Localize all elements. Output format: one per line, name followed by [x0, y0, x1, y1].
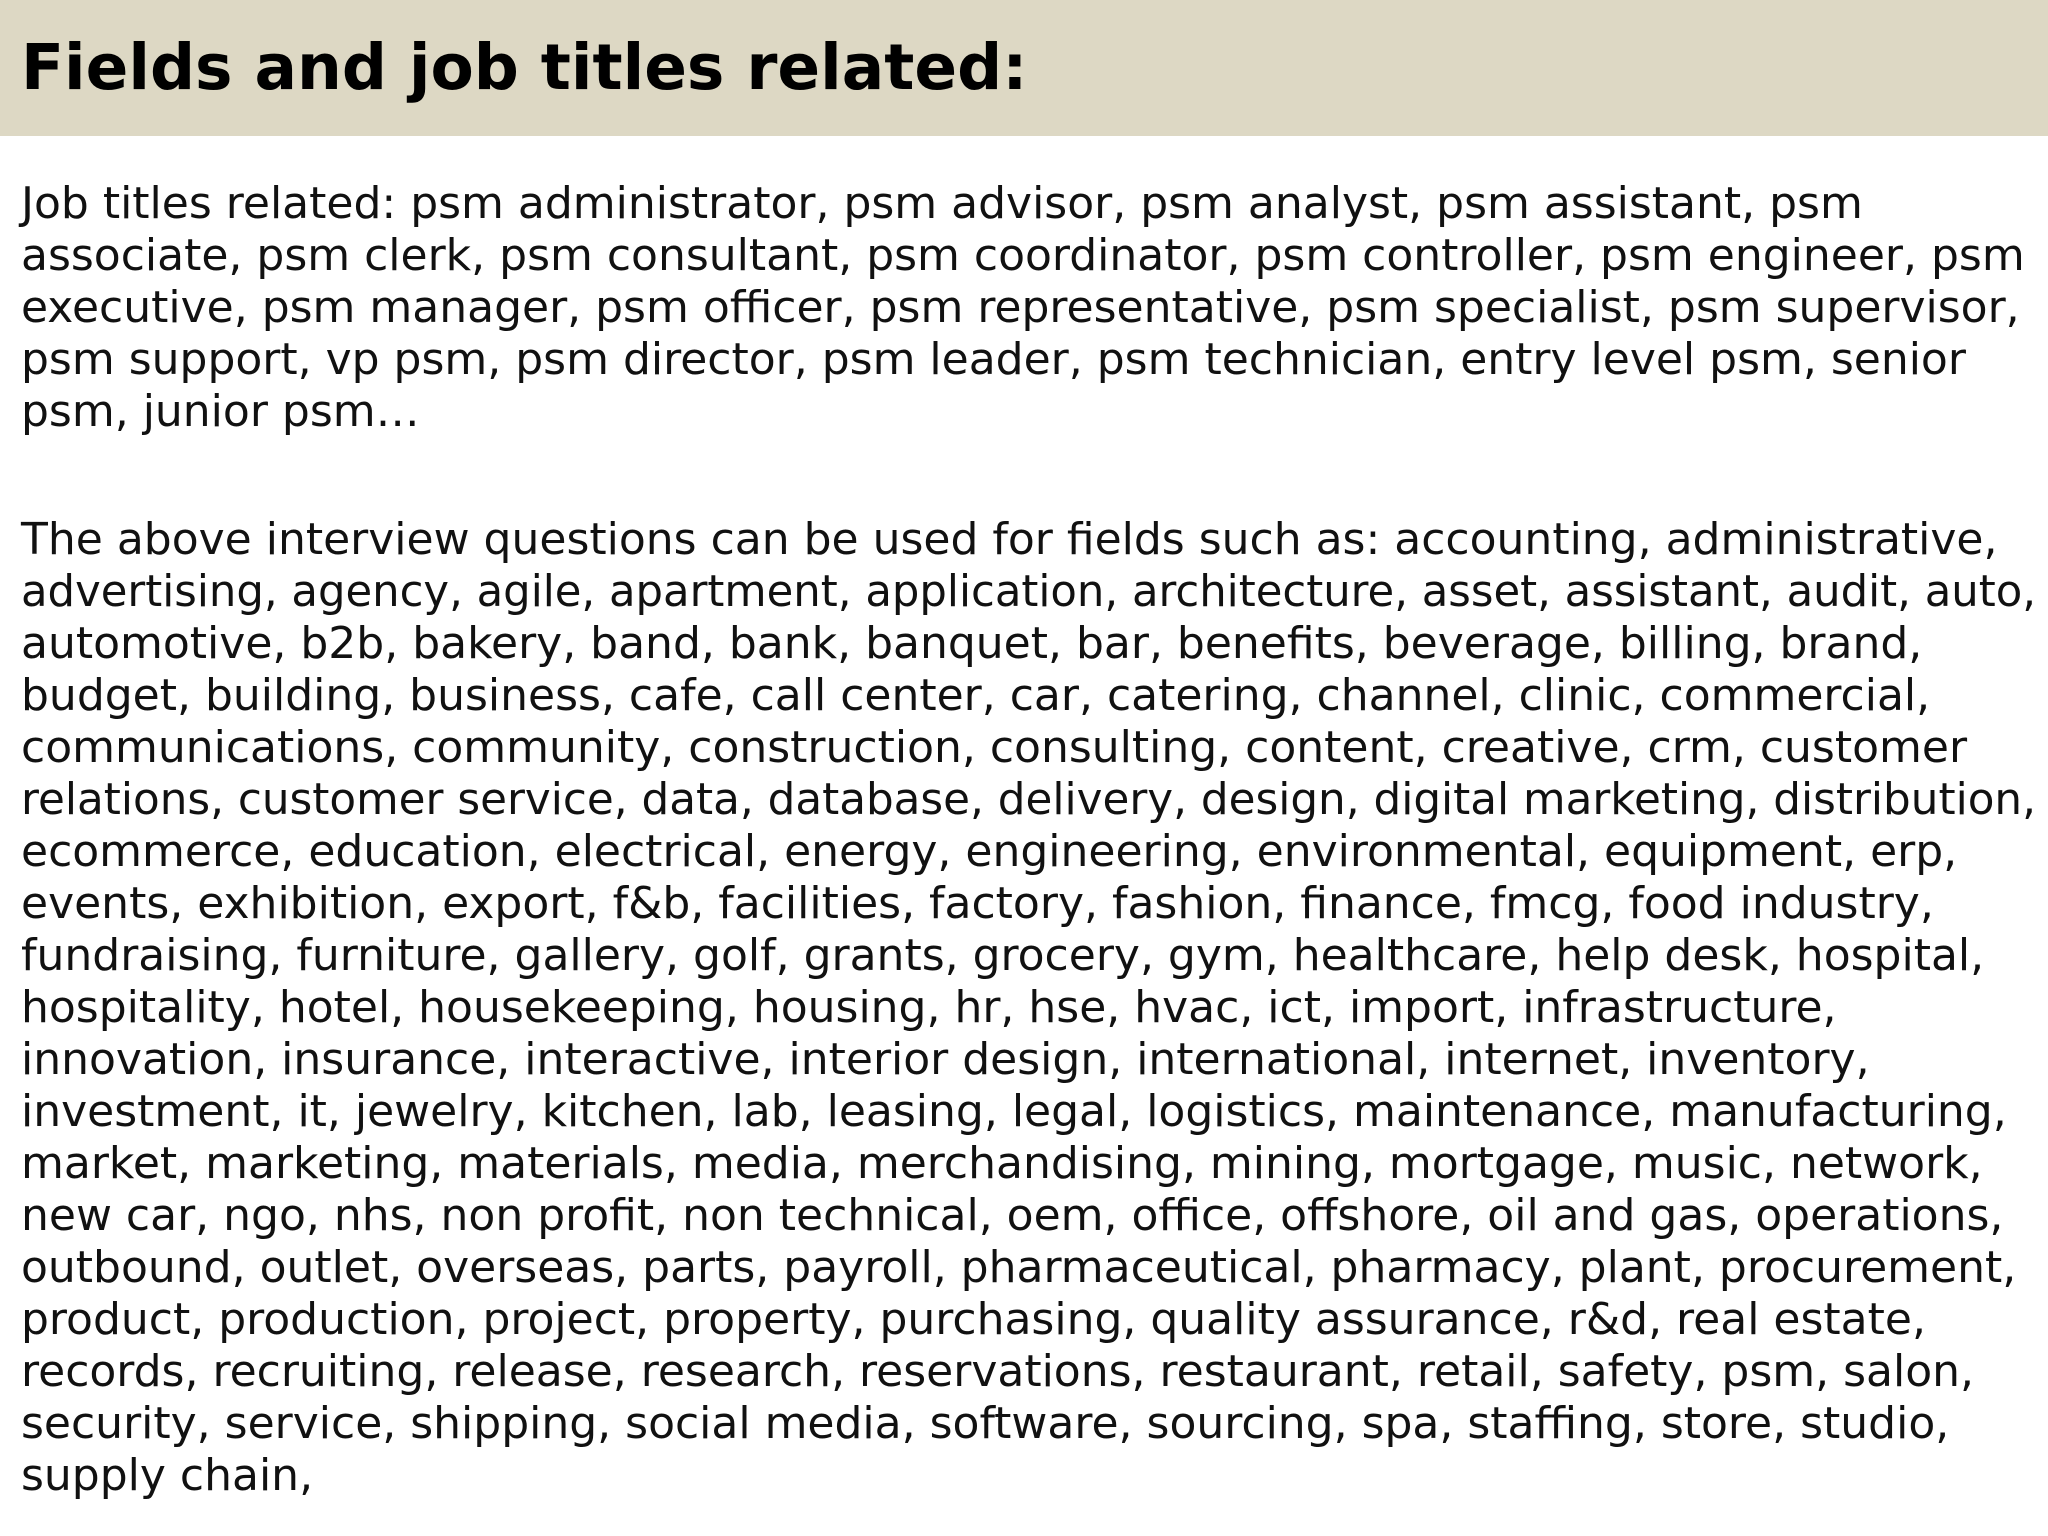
- text-line: new car, ngo, nhs, non profit, non technical, oem, office, offshore, oil and gas, operations,: [21, 1190, 2004, 1241]
- text-line: hospitality, hotel, housekeeping, housing, hr, hse, hvac, ict, import, infrastructure,: [21, 982, 1837, 1033]
- text-line: outbound, outlet, overseas, parts, payroll, pharmaceutical, pharmacy, plant, procurement,: [21, 1242, 2017, 1293]
- text-line: supply chain,: [21, 1450, 314, 1501]
- text-line: psm support, vp psm, psm director, psm leader, psm technician, entry level psm, senior: [21, 334, 1966, 385]
- text-line: communications, community, construction, consulting, content, creative, crm, customer: [21, 722, 1968, 773]
- text-line: automotive, b2b, bakery, band, bank, banquet, bar, benefits, beverage, billing, brand,: [21, 618, 1923, 669]
- text-line: ecommerce, education, electrical, energy, engineering, environmental, equipment, erp,: [21, 826, 1958, 877]
- text-line: fundraising, furniture, gallery, golf, grants, grocery, gym, healthcare, help desk, hospital,: [21, 930, 1985, 981]
- text-line: Job titles related: psm administrator, psm advisor, psm analyst, psm assistant, psm: [21, 178, 1863, 229]
- text-line: records, recruiting, release, research, reservations, restaurant, retail, safety, psm, salon,: [21, 1346, 1975, 1397]
- text-line: psm, junior psm…: [21, 386, 420, 437]
- text-line: advertising, agency, agile, apartment, application, architecture, asset, assistant, audit, auto,: [21, 566, 2037, 617]
- title-bar: [0, 0, 2048, 136]
- text-line: budget, building, business, cafe, call center, car, catering, channel, clinic, commercial,: [21, 670, 1931, 721]
- text-line: relations, customer service, data, database, delivery, design, digital marketing, distribution,: [21, 774, 2036, 825]
- text-line: security, service, shipping, social media, software, sourcing, spa, staffing, store, studio,: [21, 1398, 1950, 1449]
- text-line: executive, psm manager, psm officer, psm representative, psm specialist, psm supervisor,: [21, 282, 2020, 333]
- text-line: The above interview questions can be used for fields such as: accounting, administrative,: [21, 514, 1998, 565]
- text-line: innovation, insurance, interactive, interior design, international, internet, inventory,: [21, 1034, 1870, 1085]
- text-line: product, production, project, property, purchasing, quality assurance, r&d, real estate,: [21, 1294, 1926, 1345]
- text-line: events, exhibition, export, f&b, facilities, factory, fashion, finance, fmcg, food industry,: [21, 878, 1934, 929]
- job-titles-paragraph: [21, 178, 2036, 438]
- text-line: investment, it, jewelry, kitchen, lab, leasing, legal, logistics, maintenance, manufacturing,: [21, 1086, 2007, 1137]
- fields-paragraph: [21, 514, 2036, 1502]
- text-line: associate, psm clerk, psm consultant, psm coordinator, psm controller, psm engineer, psm: [21, 230, 2025, 281]
- text-line: market, marketing, materials, media, merchandising, mining, mortgage, music, network,: [21, 1138, 1983, 1189]
- slide-title: Fields and job titles related:: [21, 31, 1028, 104]
